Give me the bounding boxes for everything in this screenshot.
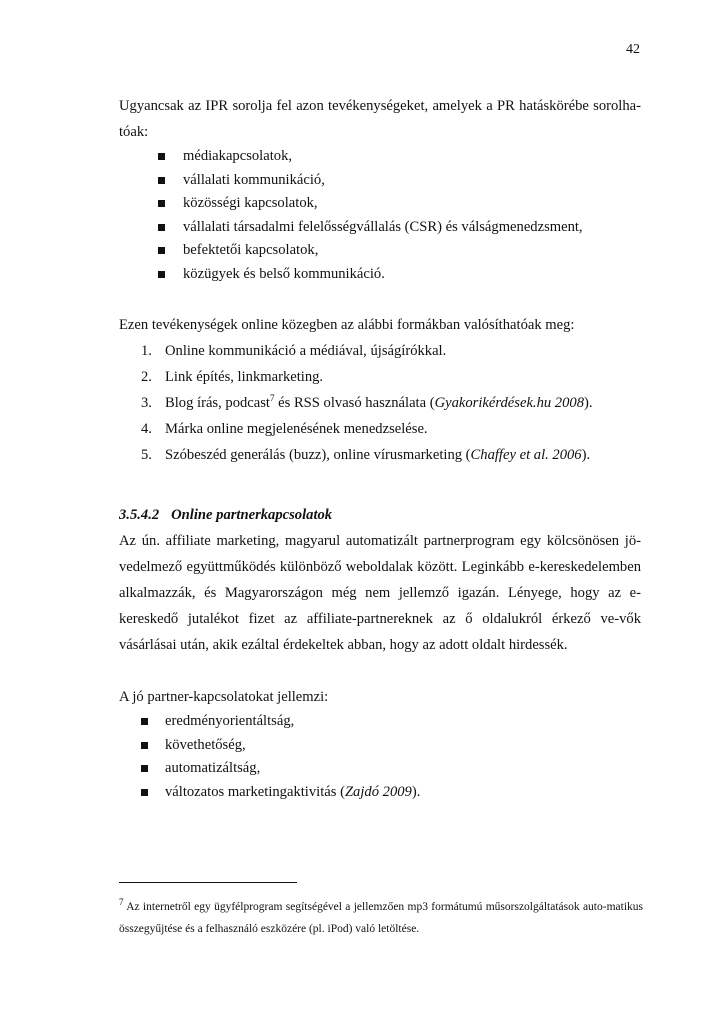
affiliate-paragraph: Az ún. affiliate marketing, magyarul automatizált partnerprogram egy kölcsönösen jö-vedelmező együttműködés különböző weboldalak között. Leginkább e-kereskedelemben alkalmazzák, és Magyarországon még nem jellemző igazán. Lényege, hogy az e-kereskedő jutalékot fizet az affiliate-partnereknek az ő oldalukról érkező ve-vők vásárlásai után, akik ezáltal érdekeltek abban, hogy az adott oldalt hirdessék. [119, 533, 641, 653]
square-bullet-icon [158, 153, 165, 160]
section-title: Online partnerkapcsolatok [171, 507, 333, 523]
list-item: eredményorientáltság, [119, 710, 641, 734]
citation: Chaffey et al. 2006 [470, 447, 582, 463]
list-item: változatos marketingaktivitás (Zajdó 2009). [119, 781, 641, 805]
partner-traits-list [119, 710, 641, 804]
list-item: vállalati társadalmi felelősségvállalás (CSR) és válságmenedzsment, [119, 216, 641, 240]
square-bullet-icon [141, 789, 148, 796]
online-intro: Ezen tevékenységek online közegben az alábbi formákban valósíthatóak meg: [119, 317, 575, 333]
footnote-divider [119, 882, 297, 883]
page-body [119, 93, 641, 804]
footnote-text: Az internetről egy ügyfélprogram segítségével a jellemzően mp3 formátumú műsorszolgáltatások auto-matikus összegyűjtése és a felhasználó eszközére (pl. iPod) való letöltése. [119, 901, 643, 935]
ipr-activities-list [119, 145, 641, 286]
footnote-marker: 7 [119, 897, 124, 908]
list-item: 5. Szóbeszéd generálás (buzz), online vírusmarketing (Chaffey et al. 2006). [141, 447, 591, 463]
square-bullet-icon [141, 718, 148, 725]
square-bullet-icon [158, 271, 165, 278]
footnote-reference: 7 [269, 393, 275, 404]
square-bullet-icon [141, 765, 148, 772]
citation: Zajdó 2009 [344, 783, 412, 800]
partner-intro: A jó partner-kapcsolatokat jellemzi: [119, 689, 329, 705]
list-item: vállalati kommunikáció, [119, 169, 641, 193]
list-item: közügyek és belső kommunikáció. [119, 263, 641, 287]
list-item: közösségi kapcsolatok, [119, 192, 641, 216]
square-bullet-icon [158, 224, 165, 231]
square-bullet-icon [158, 200, 165, 207]
list-item: 3. Blog írás, podcast$^7$ és RSS olvasó használata (Gyakorikérdések.hu 2008). [141, 393, 593, 411]
citation: Gyakorikérdések.hu 2008 [434, 395, 584, 411]
square-bullet-icon [141, 742, 148, 749]
square-bullet-icon [158, 177, 165, 184]
intro-paragraph: Ugyancsak az IPR sorolja fel azon tevékenységeket, amelyek a PR hatáskörébe sorolha-tóak: [119, 98, 641, 140]
section-heading [119, 502, 641, 528]
list-item: követhetőség, [119, 734, 641, 758]
list-item: médiakapcsolatok, [119, 145, 641, 169]
page-number: 42 [626, 42, 640, 57]
list-item: befektetői kapcsolatok, [119, 239, 641, 263]
footnote [119, 896, 643, 940]
section-number: 3.5.4.2 [119, 507, 160, 523]
list-item: 1. Online kommunikáció a médiával, újságírókkal. [141, 343, 447, 359]
list-item: 2. Link építés, linkmarketing. [141, 369, 324, 385]
square-bullet-icon [158, 247, 165, 254]
list-item: automatizáltság, [119, 757, 641, 781]
online-forms-list [119, 338, 641, 468]
list-item: 4. Márka online megjelenésének menedzselése. [141, 421, 428, 437]
